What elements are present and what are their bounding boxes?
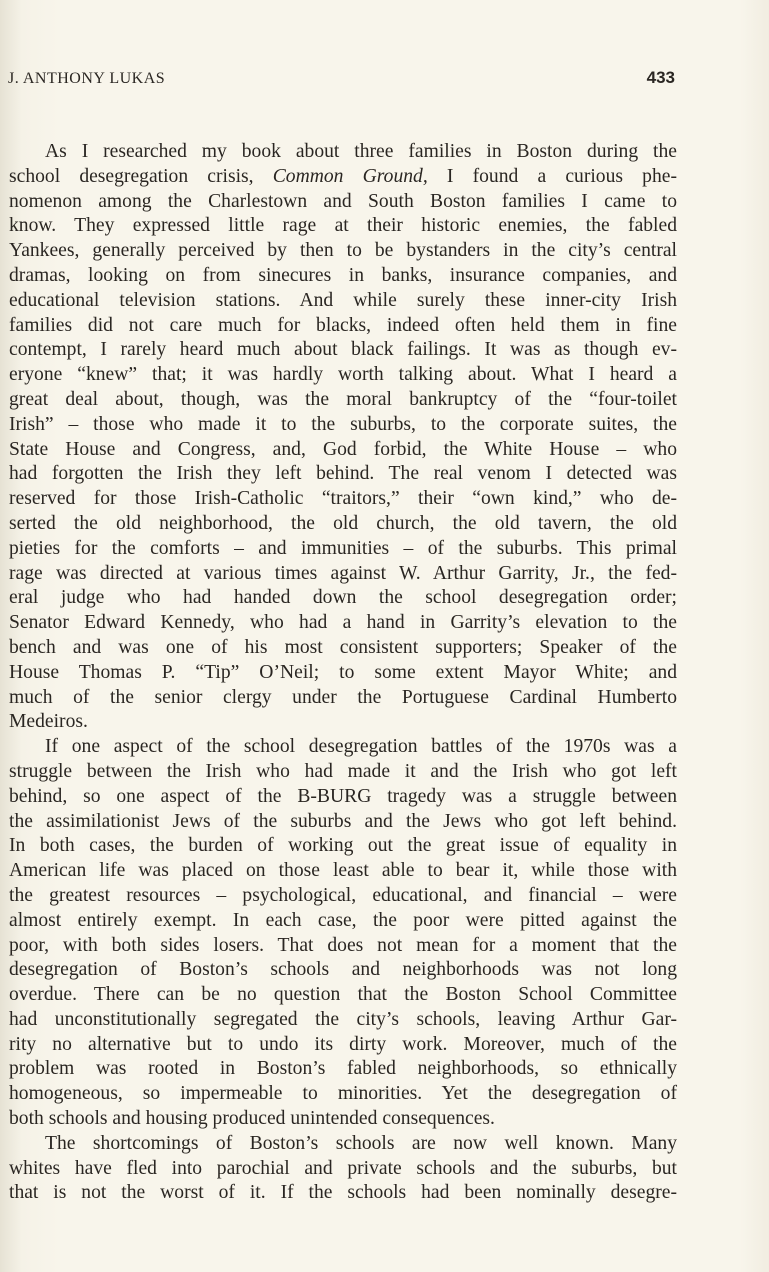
- text-line: the assimilationist Jews of the suburbs and the Jews who got left behind.: [9, 810, 677, 832]
- text-line: bench and was one of his most consistent supporters; Speaker of the: [9, 636, 677, 658]
- body-text: [9, 140, 677, 1206]
- text-line: had forgotten the Irish they left behind. The real venom I detected was: [9, 463, 677, 485]
- text-line: homogeneous, so impermeable to minorities. Yet the desegregation of: [9, 1083, 677, 1105]
- text-line: pieties for the comforts – and immunities – of the suburbs. This primal: [9, 537, 677, 559]
- text-line: American life was placed on those least able to bear it, while those with: [9, 860, 677, 882]
- text-line: had unconstitutionally segregated the city’s schools, leaving Arthur Gar-: [9, 1008, 677, 1030]
- text-line: As I researched my book about three families in Boston during the: [45, 141, 677, 162]
- text-line: problem was rooted in Boston’s fabled neighborhoods, so ethnically: [9, 1058, 677, 1080]
- text-line: rage was directed at various times against W. Arthur Garrity, Jr., the fed-: [9, 562, 677, 584]
- paragraph: [9, 735, 677, 1132]
- text-line: eral judge who had handed down the school desegregation order;: [9, 587, 677, 609]
- text-line: know. They expressed little rage at their historic enemies, the fabled: [9, 215, 677, 237]
- text-line: that is not the worst of it. If the schools had been nominally desegre-: [9, 1182, 677, 1204]
- text-line: The shortcomings of Boston’s schools are now well known. Many: [45, 1132, 677, 1154]
- paragraph: [9, 140, 677, 735]
- text-line: much of the senior clergy under the Portuguese Cardinal Humberto: [9, 686, 677, 708]
- text-line: rity no alternative but to undo its dirty work. Moreover, much of the: [9, 1033, 677, 1055]
- text-line: contempt, I rarely heard much about black failings. It was as though ev-: [9, 339, 677, 361]
- book-title: Common Ground,: [272, 165, 428, 187]
- text-line: poor, with both sides losers. That does not mean for a moment that the: [9, 934, 677, 956]
- text-line: If one aspect of the school desegregation battles of the 1970s was a: [45, 736, 677, 758]
- text-line: struggle between the Irish who had made it and the Irish who got left: [9, 760, 677, 782]
- text-line: families did not care much for blacks, indeed often held them in fine: [9, 314, 677, 336]
- text-line: educational television stations. And while surely these inner-city Irish: [9, 289, 677, 311]
- text-line: dramas, looking on from sinecures in banks, insurance companies, and: [9, 264, 677, 286]
- text-line: great deal about, though, was the moral bankruptcy of the “four-toilet: [9, 388, 677, 410]
- text-line: behind, so one aspect of the B-BURG tragedy was a struggle between: [9, 785, 677, 807]
- paragraph: [9, 1132, 677, 1206]
- text-line: overdue. There can be no question that the Boston School Committee: [9, 984, 677, 1006]
- text-line: In both cases, the burden of working out the great issue of equality in: [9, 835, 677, 857]
- text-line: eryone “knew” that; it was hardly worth talking about. What I heard a: [9, 364, 677, 386]
- text-line: reserved for those Irish-Catholic “traitors,” their “own kind,” who de-: [9, 488, 677, 510]
- text-line: whites have fled into parochial and private schools and the suburbs, but: [9, 1157, 677, 1179]
- text-line: the greatest resources – psychological, educational, and financial – were: [9, 884, 677, 906]
- page-number: 433: [646, 68, 675, 87]
- text-line: State House and Congress, and, God forbid, the White House – who: [9, 438, 677, 460]
- author-running-head: J. ANTHONY LUKAS: [8, 70, 166, 87]
- text-line: serted the old neighborhood, the old church, the old tavern, the old: [9, 512, 677, 534]
- text-line: Senator Edward Kennedy, who had a hand in Garrity’s elevation to the: [9, 612, 677, 634]
- text-line: desegregation of Boston’s schools and neighborhoods was not long: [9, 959, 677, 981]
- text-line: almost entirely exempt. In each case, the poor were pitted against the: [9, 909, 677, 931]
- text-line: Yankees, generally perceived by then to be bystanders in the city’s central: [9, 240, 677, 262]
- running-head: [8, 68, 675, 88]
- text-line: both schools and housing produced unintended consequences.: [9, 1108, 495, 1130]
- text-line: nomenon among the Charlestown and South Boston families I came to: [9, 190, 677, 212]
- text-line: Medeiros.: [9, 711, 88, 733]
- text-line: Irish” – those who made it to the suburbs, to the corporate suites, the: [9, 413, 677, 435]
- text-line: House Thomas P. “Tip” O’Neil; to some extent Mayor White; and: [9, 661, 677, 683]
- text-line: school desegregation crisis, Common Ground, I found a curious phe-: [9, 165, 677, 187]
